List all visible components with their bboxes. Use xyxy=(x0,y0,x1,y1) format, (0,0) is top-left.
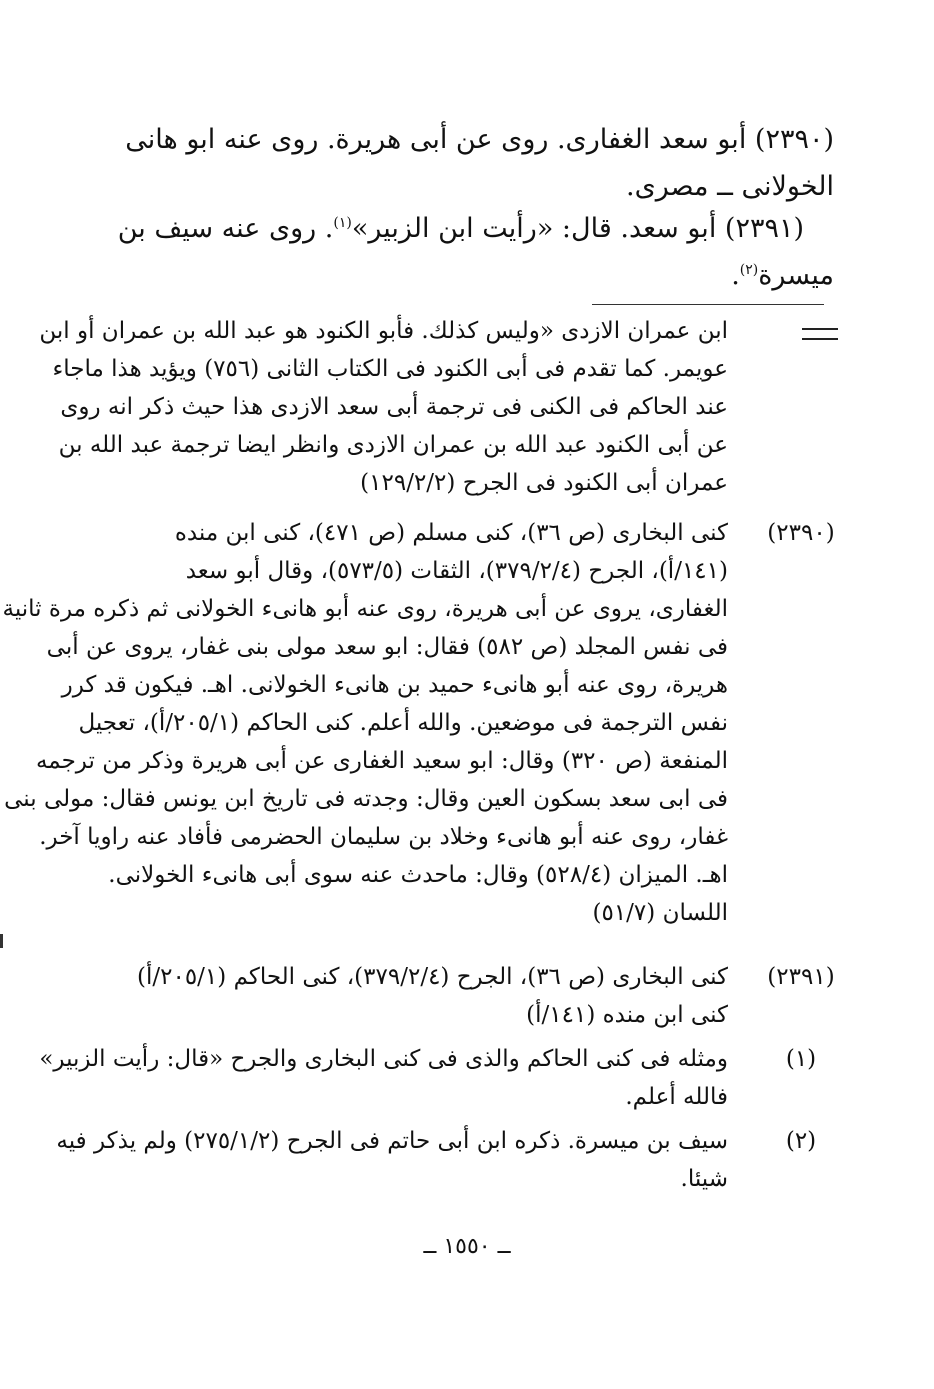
footnote-text xyxy=(39,312,728,502)
entry-text: ميسرة xyxy=(758,260,834,291)
footnote-line: كنى البخارى (ص ٣٦)، الجرح (٣٧٩/٢/٤)، كنى الحاكم (٢٠٥/١/أ) xyxy=(136,964,728,990)
footnote-line: فى ابى سعد بسكون العين وقال: وجدته فى تاريخ ابن يونس فقال: مولى بنى xyxy=(4,786,728,812)
entry-text: (٢٣٩١) أبو سعد. قال: «رأيت ابن الزبير» xyxy=(351,213,804,244)
entry-line xyxy=(84,205,834,252)
footnote-line: هريرة، روى عنه أبو هانىء حميد بن هانىء الخولانى. اهـ. فيكون قد كرر xyxy=(61,672,728,698)
footnote-line: عند الحاكم فى الكنى فى ترجمة أبى سعد الازدى هذا حيث ذكر انه روى xyxy=(60,394,728,420)
footnote-text xyxy=(80,958,728,1034)
footnote-line: سيف بن ميسرة. ذكره ابن أبى حاتم فى الجرح (٢٧٥/١/٢) ولم يذكر فيه xyxy=(56,1128,728,1154)
footnote-ref-1: (١) xyxy=(333,215,352,231)
footnote-2 xyxy=(56,1122,840,1202)
footnote-line: المنفعة (ص ٣٢٠) وقال: ابو سعيد الغفارى عن أبى هريرة وذكر من ترجمه xyxy=(35,748,728,774)
footnote-line: كنى ابن منده (١٤١/أ) xyxy=(526,1002,728,1028)
footnote-line: عمران أبى الكنود فى الجرح (١٢٩/٢/٢) xyxy=(360,470,728,496)
entry-2391 xyxy=(84,205,834,299)
footnote-line: الغفارى، يروى عن أبى هريرة، روى عنه أبو هانىء الخولانى ثم ذكره مرة ثانية xyxy=(2,596,728,622)
footnote-marker: (١) xyxy=(785,1046,817,1072)
footnote-line: عن أبى الكنود عبد الله بن عمران الازدى وانظر ايضا ترجمة عبد الله بن xyxy=(58,432,728,458)
footnote-marker: (٢٣٩٠) xyxy=(767,520,835,546)
entry-text: . xyxy=(731,260,740,291)
footnote-line: اللسان (٥١/٧) xyxy=(592,900,728,926)
entry-line: (٢٣٩٠) أبو سعد الغفارى. روى عن أبى هريرة. روى عنه ابو هانى xyxy=(125,124,834,155)
footnote-continuation xyxy=(39,312,840,504)
footnote-1 xyxy=(39,1040,840,1120)
footnote-line: عويمر. كما تقدم فى أبى الكنود فى الكتاب الثانى (٧٥٦) ويؤيد هذا ماجاء xyxy=(52,356,728,382)
footnote-line: نفس الترجمة فى موضعين. والله أعلم. كنى الحاكم (٢٠٥/١/أ)، تعجيل xyxy=(78,710,728,736)
footnote-line: ابن عمران الازدى «وليس كذلك. فأبو الكنود هو عبد الله بن عمران أو ابن xyxy=(39,318,728,344)
footnote-marker: (٢) xyxy=(785,1128,817,1154)
footnote-line: ومثله فى كنى الحاكم والذى فى كنى البخارى والجرح «قال: رأيت الزبير» xyxy=(39,1046,728,1072)
footnote-text xyxy=(39,1040,728,1116)
footnote-line: فالله أعلم. xyxy=(625,1084,728,1110)
footnote-line: فى نفس المجلد (ص ٥٨٢) فقال: ابو سعد مولى بنى غفار، يروى عن أبى xyxy=(46,634,728,660)
footnote-line: كنى البخارى (ص ٣٦)، كنى مسلم (ص ٤٧١)، كنى ابن منده xyxy=(174,520,728,546)
footnote-separator xyxy=(592,304,824,305)
footnote-line: شيئا. xyxy=(680,1166,728,1192)
entry-text: . روى عنه سيف بن xyxy=(117,213,334,244)
footnote-line: اهـ. الميزان (٥٢٨/٤) وقال: ماحدث عنه سوى أبى هانىء الخولانى. xyxy=(108,862,728,888)
footnote-marker: (٢٣٩١) xyxy=(767,964,835,990)
entry-line xyxy=(84,252,834,299)
footnote-text xyxy=(56,1122,728,1198)
footnote-line: (١٤١/أ)، الجرح (٣٧٩/٢/٤)، الثقات (٥٧٣/٥)، وقال أبو سعد xyxy=(185,558,728,584)
footnote-text xyxy=(2,514,728,932)
footnote-ref-2: (٢) xyxy=(739,262,759,278)
footnote-2391 xyxy=(80,958,840,1038)
margin-mark xyxy=(0,934,3,948)
entry-line: الخولانى ــ مصرى. xyxy=(626,171,834,202)
footnote-2390 xyxy=(2,514,840,934)
page-number: ــ ١٥٥٠ ــ xyxy=(423,1234,511,1259)
footnote-line: غفار، روى عنه أبو هانىء وخلاد بن سليمان الحضرمى فأفاد عنه راويا آخر. xyxy=(39,824,728,850)
entry-2390 xyxy=(84,116,834,210)
